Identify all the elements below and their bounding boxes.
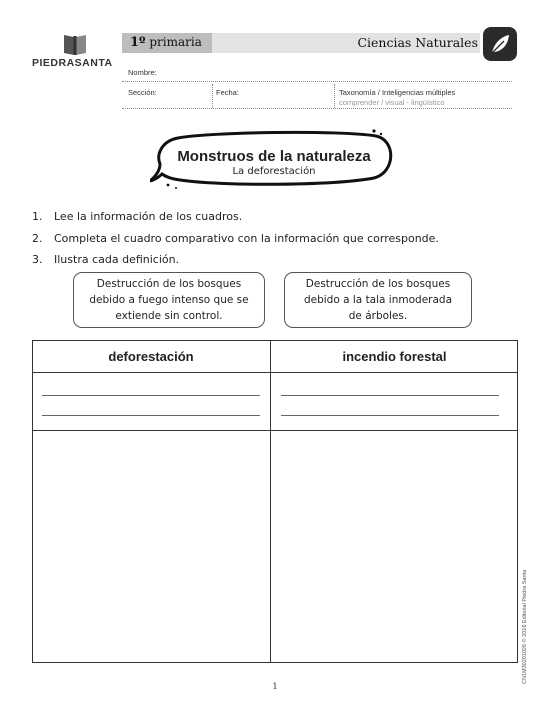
instruction-text: Lee la información de los cuadros. — [54, 210, 243, 223]
answer-line-wildfire-2[interactable] — [281, 415, 499, 416]
page-number: 1 — [272, 682, 278, 691]
column-header-wildfire: incendio forestal — [342, 349, 447, 364]
definition-line: Destrucción de los bosques — [305, 278, 451, 290]
drawing-area-deforestation[interactable] — [33, 431, 270, 662]
section-date-field[interactable] — [122, 108, 512, 109]
instruction-number: 3. — [32, 253, 43, 266]
definition-line: debido a fuego intenso que se — [89, 294, 249, 306]
column-header-deforestation: deforestación — [108, 349, 194, 364]
answer-line-deforestation-2[interactable] — [42, 415, 260, 416]
section-label: Sección: — [128, 88, 157, 97]
page-subtitle: La deforestación — [232, 166, 316, 177]
taxonomy-label: Taxonomía / Inteligencias múltiples — [339, 88, 456, 97]
grade-level: primaria — [149, 35, 202, 49]
instruction-2 — [32, 232, 439, 245]
subject-title: Ciencias Naturales — [357, 35, 478, 50]
definition-line: extiende sin control. — [115, 310, 223, 322]
name-field[interactable] — [122, 81, 512, 82]
leaf-icon — [483, 27, 517, 61]
definition-box-fire — [73, 272, 265, 328]
page-title: Monstruos de la naturaleza — [177, 148, 371, 165]
grade-label — [130, 35, 202, 50]
instruction-text: Completa el cuadro comparativo con la información que corresponde. — [54, 232, 439, 245]
name-label: Nombre: — [128, 68, 157, 77]
definition-line: de árboles. — [348, 310, 408, 322]
answer-line-wildfire-1[interactable] — [281, 395, 499, 396]
instruction-number: 2. — [32, 232, 43, 245]
instruction-1 — [32, 210, 242, 223]
answer-line-deforestation-1[interactable] — [42, 395, 260, 396]
section-divider — [212, 84, 213, 108]
brand-logo-icon — [62, 32, 88, 56]
date-divider — [334, 84, 335, 108]
instruction-3 — [32, 253, 179, 266]
instruction-text: Ilustra cada definición. — [54, 253, 180, 266]
copyright-code: CN1M30201026 © 2016 Editorial Piedra Santa — [522, 569, 528, 684]
definition-line: Destrucción de los bosques — [96, 278, 242, 290]
table-header-divider — [32, 372, 518, 373]
definition-box-logging — [284, 272, 472, 328]
brand-name: PIEDRASANTA — [32, 57, 113, 69]
definition-line: debido a la tala inmoderada — [303, 294, 453, 306]
date-label: Fecha: — [216, 88, 239, 97]
drawing-area-wildfire[interactable] — [271, 431, 517, 662]
instruction-number: 1. — [32, 210, 43, 223]
taxonomy-values: comprender / visual - lingüístico — [339, 98, 445, 107]
grade-number: 1º — [130, 35, 146, 50]
